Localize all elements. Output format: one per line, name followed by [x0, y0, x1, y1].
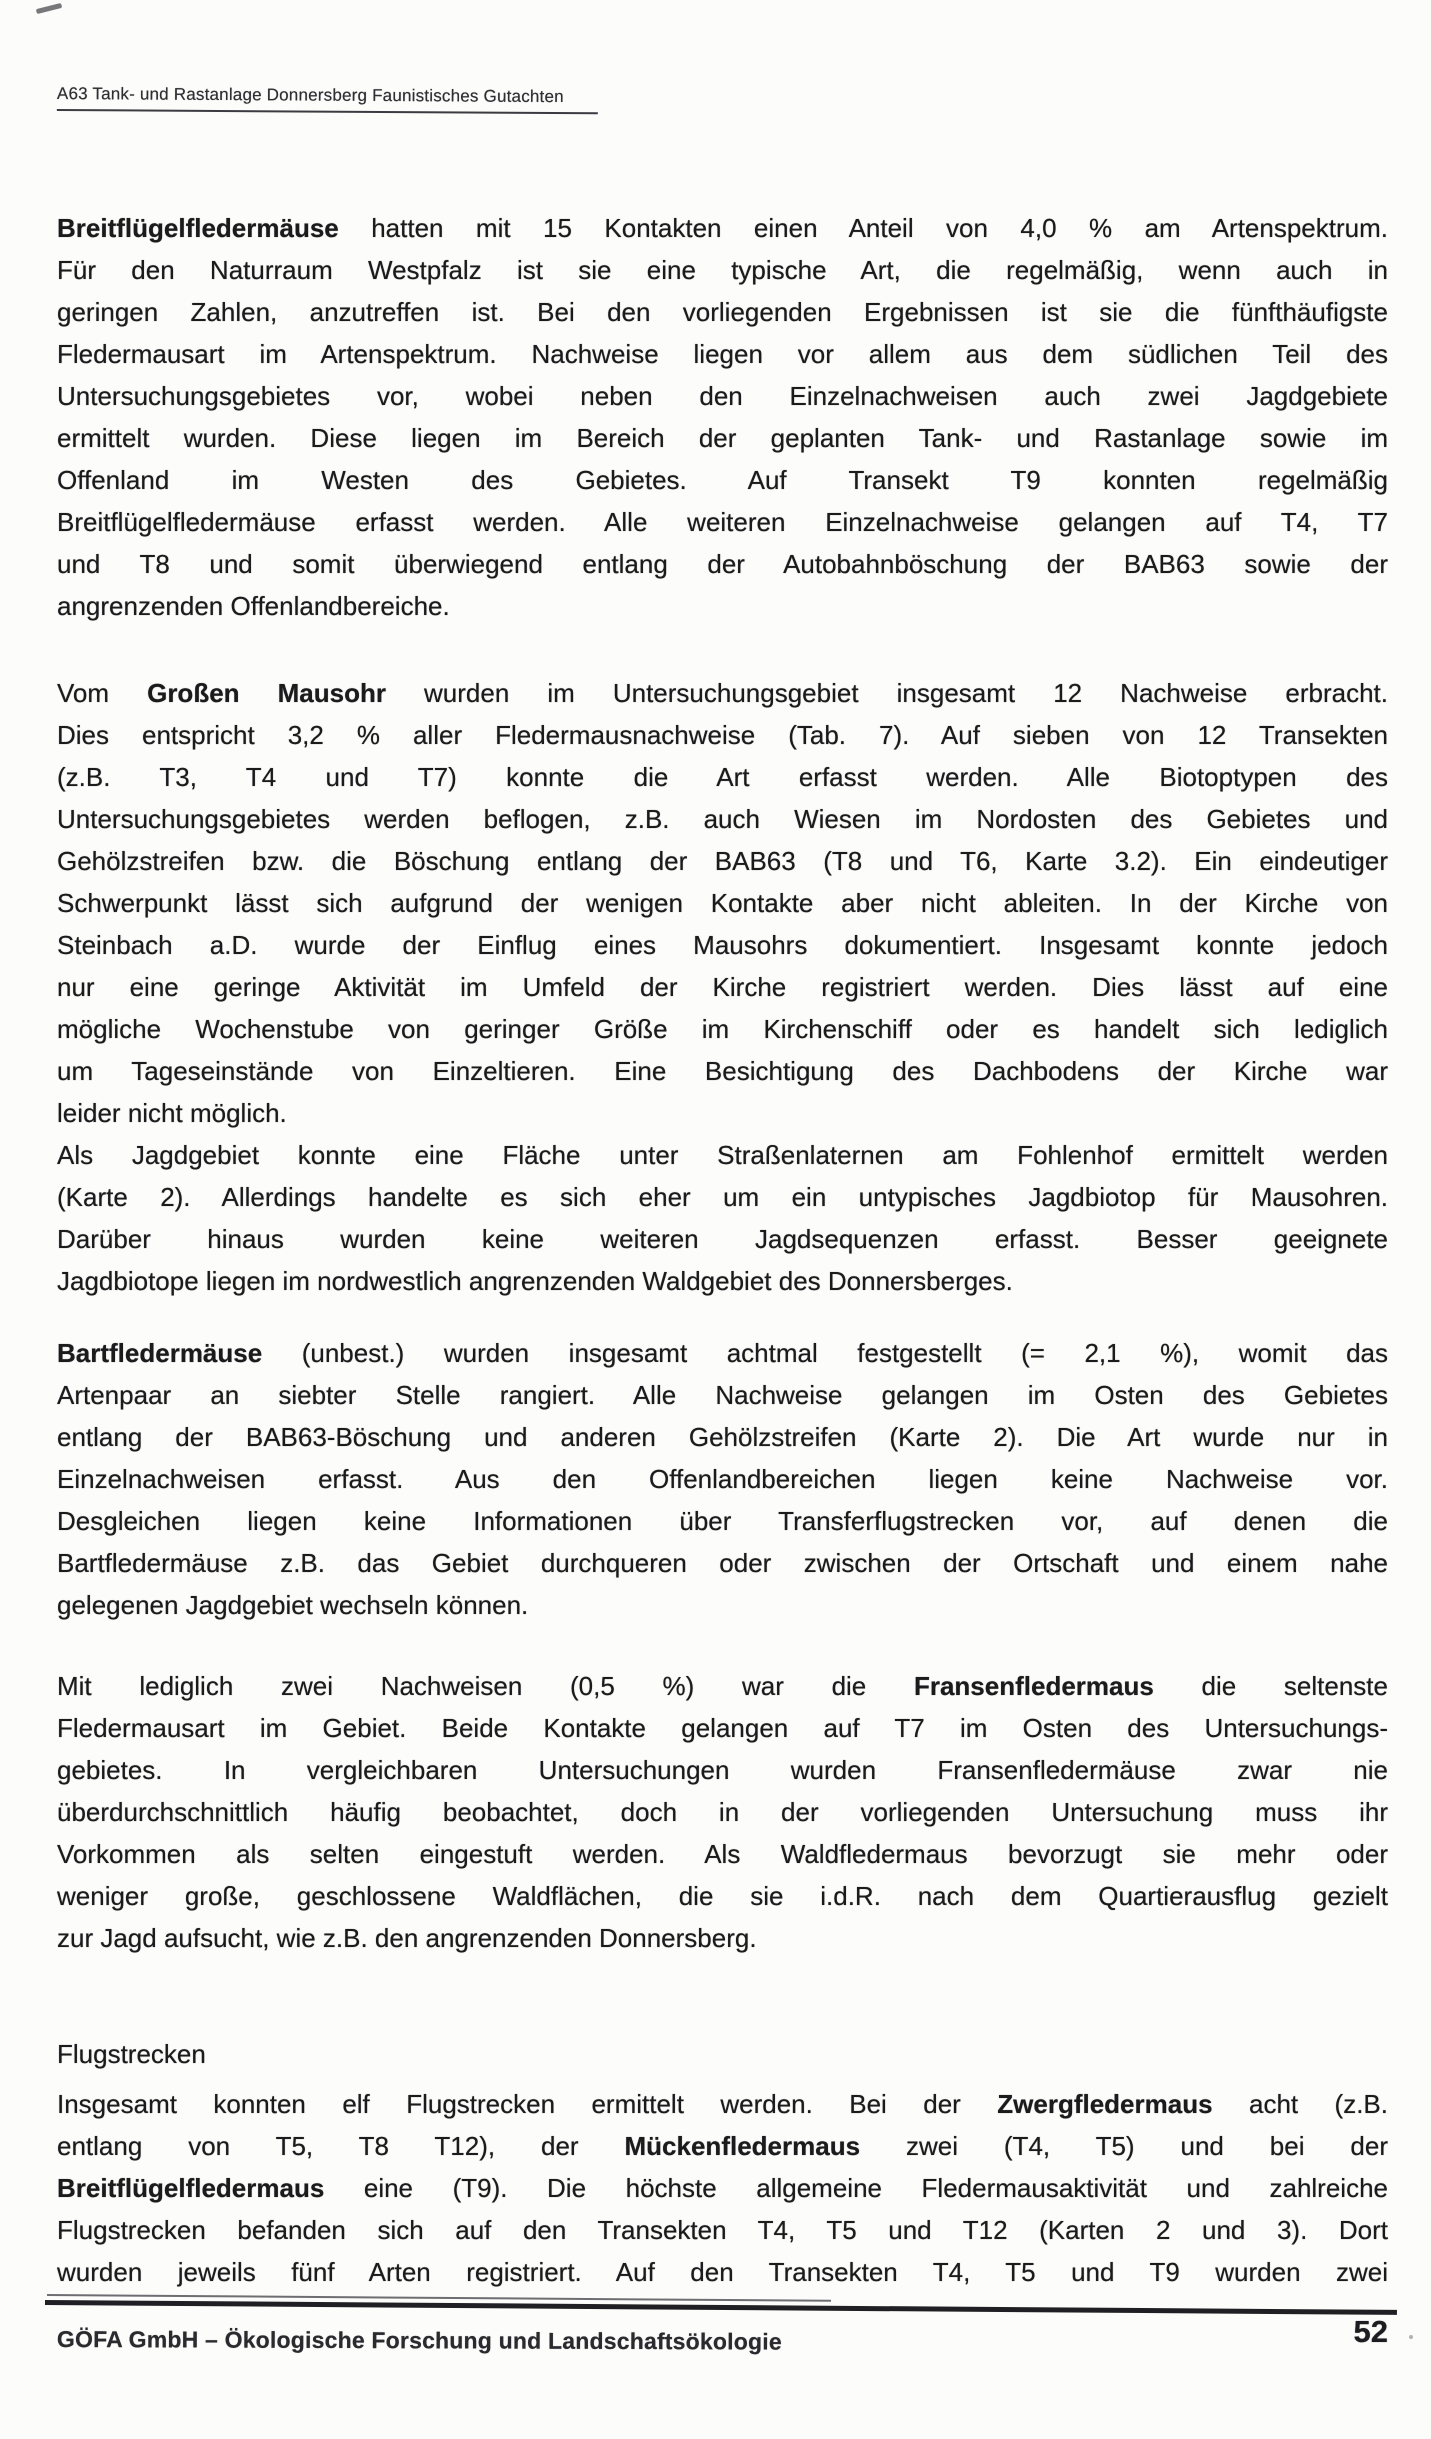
text-segment: weniger große, geschlossene Waldflächen, die sie i.d.R. nach dem Quartierausflug gezielt — [57, 1881, 1388, 1911]
text-line — [57, 1500, 1388, 1542]
species-name-bold: Großen Mausohr — [147, 678, 386, 708]
paragraph-bartfledermaeuse — [57, 1332, 1388, 1626]
text-segment: entlang von T5, T8 T12), der — [57, 2131, 625, 2161]
text-line — [57, 1458, 1388, 1500]
paragraph-breitfluegelfledermaeuse — [57, 207, 1388, 627]
text-segment: Flugstrecken befanden sich auf den Transekten T4, T5 und T12 (Karten 2 und 3). Dort — [57, 2215, 1388, 2245]
text-line — [57, 1917, 1388, 1959]
text-segment: nur eine geringe Aktivität im Umfeld der Kirche registriert werden. Dies lässt auf eine — [57, 972, 1388, 1002]
text-line — [57, 1050, 1388, 1092]
text-segment: entlang der BAB63-Böschung und anderen Gehölzstreifen (Karte 2). Die Art wurde nur in — [57, 1422, 1388, 1452]
running-header — [57, 84, 598, 114]
text-segment: leider nicht möglich. — [57, 1098, 287, 1128]
text-line — [57, 798, 1388, 840]
text-segment: gebietes. In vergleichbaren Untersuchungen wurden Fransenfledermäuse zwar nie — [57, 1755, 1388, 1785]
paragraph-flugstrecken — [57, 2083, 1388, 2293]
text-line — [57, 1875, 1388, 1917]
text-segment: hatten mit 15 Kontakten einen Anteil von 4,0 % am Artenspektrum. — [338, 213, 1388, 243]
text-segment: Mit lediglich zwei Nachweisen (0,5 %) war die — [57, 1671, 914, 1701]
text-segment: zur Jagd aufsucht, wie z.B. den angrenzenden Donnersberg. — [57, 1923, 757, 1953]
text-line — [57, 924, 1388, 966]
text-segment: Untersuchungsgebietes vor, wobei neben den Einzelnachweisen auch zwei Jagdgebiete — [57, 381, 1388, 411]
text-line — [57, 207, 1388, 249]
text-line — [57, 1584, 1388, 1626]
text-segment: eine (T9). Die höchste allgemeine Fledermausaktivität und zahlreiche — [324, 2173, 1388, 2203]
text-line — [57, 1332, 1388, 1374]
text-segment: mögliche Wochenstube von geringer Größe im Kirchenschiff oder es handelt sich lediglich — [57, 1014, 1388, 1044]
text-segment: Vorkommen als selten eingestuft werden. Als Waldfledermaus bevorzugt sie mehr oder — [57, 1839, 1388, 1869]
text-segment: um Tageseinstände von Einzeltieren. Eine Besichtigung des Dachbodens der Kirche war — [57, 1056, 1388, 1086]
text-segment: Als Jagdgebiet konnte eine Fläche unter Straßenlaternen am Fohlenhof ermittelt werden — [57, 1140, 1388, 1170]
text-segment: angrenzenden Offenlandbereiche. — [57, 591, 450, 621]
document-body — [57, 207, 1388, 2293]
text-segment: Einzelnachweisen erfasst. Aus den Offenlandbereichen liegen keine Nachweise vor. — [57, 1464, 1388, 1494]
text-line — [57, 1260, 1388, 1302]
text-line — [57, 1092, 1388, 1134]
text-line — [57, 417, 1388, 459]
text-segment: Schwerpunkt lässt sich aufgrund der wenigen Kontakte aber nicht ableiten. In der Kirche von — [57, 888, 1388, 918]
text-segment: Jagdbiotope liegen im nordwestlich angrenzenden Waldgebiet des Donnersberges. — [57, 1266, 1013, 1296]
text-line — [57, 2125, 1388, 2167]
text-line — [57, 756, 1388, 798]
text-line — [57, 291, 1388, 333]
text-line — [57, 1749, 1388, 1791]
text-segment: Steinbach a.D. wurde der Einflug eines Mausohrs dokumentiert. Insgesamt konnte jedoch — [57, 930, 1388, 960]
text-segment: ermittelt wurden. Diese liegen im Bereich der geplanten Tank- und Rastanlage sowie im — [57, 423, 1388, 453]
text-line — [57, 1791, 1388, 1833]
text-segment: Bartfledermäuse z.B. das Gebiet durchqueren oder zwischen der Ortschaft und einem nahe — [57, 1548, 1388, 1578]
text-line — [57, 333, 1388, 375]
text-segment: Breitflügelfledermäuse erfasst werden. Alle weiteren Einzelnachweise gelangen auf T4, T7 — [57, 507, 1388, 537]
text-segment: Artenpaar an siebter Stelle rangiert. Alle Nachweise gelangen im Osten des Gebietes — [57, 1380, 1388, 1410]
text-line — [57, 375, 1388, 417]
text-segment: wurden jeweils fünf Arten registriert. Auf den Transekten T4, T5 und T9 wurden zwei — [57, 2257, 1388, 2287]
text-line — [57, 1134, 1388, 1176]
text-line — [57, 585, 1388, 627]
text-line — [57, 459, 1388, 501]
text-segment: Desgleichen liegen keine Informationen über Transferflugstrecken vor, auf denen die — [57, 1506, 1388, 1536]
text-line — [57, 714, 1388, 756]
text-line — [57, 1374, 1388, 1416]
text-line — [57, 1416, 1388, 1458]
text-segment: Offenland im Westen des Gebietes. Auf Transekt T9 konnten regelmäßig — [57, 465, 1388, 495]
text-segment: acht (z.B. — [1212, 2089, 1388, 2119]
text-segment: Insgesamt konnten elf Flugstrecken ermittelt werden. Bei der — [57, 2089, 998, 2119]
text-segment: Vom — [57, 678, 148, 708]
scan-artifact — [36, 3, 62, 14]
species-name-bold: Fransenfledermaus — [913, 1671, 1154, 1701]
text-segment: Fledermausart im Artenspektrum. Nachweise liegen vor allem aus dem südlichen Teil des — [57, 339, 1388, 369]
text-segment: Flugstrecken — [57, 2039, 206, 2069]
text-segment: (z.B. T3, T4 und T7) konnte die Art erfasst werden. Alle Biotoptypen des — [57, 762, 1388, 792]
text-segment: die seltenste — [1153, 1671, 1388, 1701]
text-segment: Fledermausart im Gebiet. Beide Kontakte gelangen auf T7 im Osten des Untersuchungs- — [57, 1713, 1388, 1743]
text-line — [57, 1008, 1388, 1050]
paragraph-jagdgebiet-fohlenhof — [57, 1134, 1388, 1302]
text-line — [57, 2033, 1388, 2075]
species-name-bold: Bartfledermäuse — [57, 1338, 263, 1368]
scan-artifact — [1409, 2335, 1413, 2339]
text-line — [57, 2251, 1388, 2293]
text-line — [57, 543, 1388, 585]
species-name-bold: Breitflügelfledermaus — [57, 2173, 325, 2203]
text-line — [57, 1542, 1388, 1584]
text-line — [57, 1176, 1388, 1218]
text-segment: (unbest.) wurden insgesamt achtmal festgestellt (= 2,1 %), womit das — [262, 1338, 1388, 1368]
text-line — [57, 840, 1388, 882]
paragraph-grosses-mausohr — [57, 672, 1388, 1134]
running-header-text: A63 Tank- und Rastanlage Donnersberg Faunistisches Gutachten — [57, 84, 598, 114]
text-segment: Gehölzstreifen bzw. die Böschung entlang der BAB63 (T8 und T6, Karte 3.2). Ein eindeutiger — [57, 846, 1388, 876]
text-line — [57, 966, 1388, 1008]
species-name-bold: Breitflügelfledermäuse — [57, 213, 339, 243]
text-segment: überdurchschnittlich häufig beobachtet, doch in der vorliegenden Untersuchung muss ihr — [57, 1797, 1388, 1827]
page-number: 52 — [1353, 2314, 1388, 2349]
text-line — [57, 2083, 1388, 2125]
text-segment: Darüber hinaus wurden keine weiteren Jagdsequenzen erfasst. Besser geeignete — [57, 1224, 1388, 1254]
text-segment: (Karte 2). Allerdings handelte es sich eher um ein untypisches Jagdbiotop für Mausohren. — [57, 1182, 1388, 1212]
text-segment: Untersuchungsgebietes werden beflogen, z.B. auch Wiesen im Nordosten des Gebietes und — [57, 804, 1388, 834]
paragraph-fransenfledermaus — [57, 1665, 1388, 1959]
text-segment: und T8 und somit überwiegend entlang der Autobahnböschung der BAB63 sowie der — [57, 549, 1388, 579]
text-line — [57, 501, 1388, 543]
text-segment: zwei (T4, T5) und bei der — [860, 2131, 1388, 2161]
species-name-bold: Zwergfledermaus — [997, 2089, 1213, 2119]
text-line — [57, 882, 1388, 924]
footer-rule — [45, 2300, 1397, 2315]
text-segment: Für den Naturraum Westpfalz ist sie eine typische Art, die regelmäßig, wenn auch in — [57, 255, 1388, 285]
species-name-bold: Mückenfledermaus — [624, 2131, 861, 2161]
text-line — [57, 2209, 1388, 2251]
text-line — [57, 1218, 1388, 1260]
text-line — [57, 1833, 1388, 1875]
section-heading-flugstrecken — [57, 2033, 1388, 2075]
text-line — [57, 672, 1388, 714]
text-segment: wurden im Untersuchungsgebiet insgesamt 12 Nachweise erbracht. — [385, 678, 1389, 708]
text-line — [57, 1707, 1388, 1749]
text-line — [57, 249, 1388, 291]
text-segment: gelegenen Jagdgebiet wechseln können. — [57, 1590, 529, 1620]
footer-company: GÖFA GmbH – Ökologische Forschung und Landschaftsökologie — [56, 2326, 782, 2355]
text-segment: Dies entspricht 3,2 % aller Fledermausnachweise (Tab. 7). Auf sieben von 12 Transekten — [57, 720, 1388, 750]
text-line — [57, 2167, 1388, 2209]
text-line — [57, 1665, 1388, 1707]
text-segment: geringen Zahlen, anzutreffen ist. Bei den vorliegenden Ergebnissen ist sie die fünfthäufigste — [57, 297, 1388, 327]
